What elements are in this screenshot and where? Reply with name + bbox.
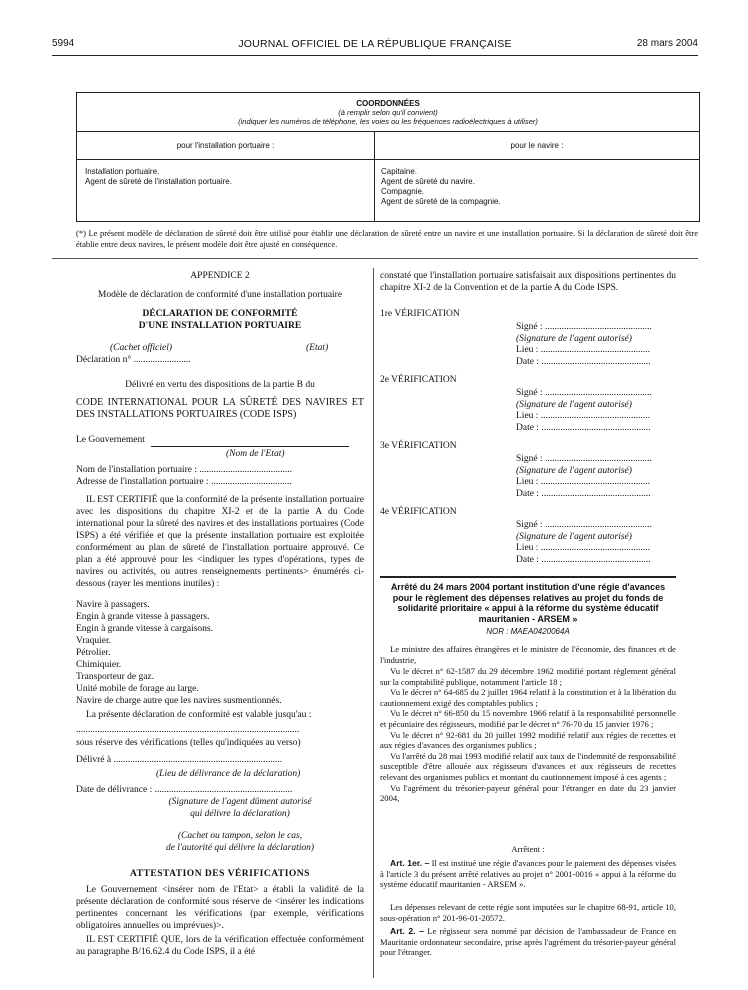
installation-name: Nom de l'installation portuaire : ....................................... [76, 465, 292, 475]
place-of-issue-caption: (Lieu de délivrance de la déclaration) [156, 769, 301, 779]
table-cell-line: Compagnie. [381, 187, 425, 196]
signature-caption: (Signature de l'agent autorisé) [516, 465, 632, 476]
declaration-number: Déclaration n° ........................ [76, 355, 191, 365]
date-field: Date : .............................................. [516, 554, 651, 565]
coordinates-heading [77, 99, 699, 126]
attestation-title: ATTESTATION DES VÉRIFICATIONS [130, 869, 310, 879]
list-item: Chimiquier. [76, 660, 122, 670]
certification-paragraph: IL EST CERTIFIÉ que la conformité de la présente installation portuaire avec les dispositions du chapitre XI-2 et de la partie A du Code international pour la sûreté des navires et des installations portuaires (Code ISPS) a été vérifiée et que la présente installation portuaire est exploitée conformément au plan de sûreté de l'installation portuaire approuvé. Ce plan a été approuvé pour les <indiquer les types d'opérations, types de navires ou activités, ou autres renseignements pertinents> énumérés ci-dessous (rayer les mentions inutiles) : [76, 495, 364, 589]
coordinates-subtitle-2: (indiquer les numéros de téléphone, les voies ou les fréquences radioélectriques à utiliser) [238, 117, 538, 126]
port-column-header: pour l'installation portuaire : [176, 141, 275, 150]
column-divider [373, 268, 374, 978]
list-item: Pétrolier. [76, 648, 111, 658]
footnote: (*) Le présent modèle de déclaration de sûreté doit être utilisé pour établir une déclaration de sûreté entre un navire et une installation portuaire. Si la déclaration de sûreté doit être établie entre deux navires, le présent modèle doit être ajusté en conséquence. [76, 228, 698, 249]
page-header [52, 38, 698, 54]
verification-3-title: 3e VÉRIFICATION [380, 441, 457, 451]
verification-4-title: 4e VÉRIFICATION [380, 507, 457, 517]
issue-date: 28 mars 2004 [636, 38, 698, 49]
date-field: Date : .............................................. [516, 356, 651, 367]
official-stamp-label: (Cachet officiel) [110, 343, 172, 353]
article-1-paragraph-2: Les dépenses relevant de cette régie sont imputées sur le chapitre 68-91, article 10, sous-opération n° 201-96-01-20572. [380, 902, 676, 923]
journal-title: JOURNAL OFFICIEL DE LA RÉPUBLIQUE FRANÇAISE [238, 38, 512, 50]
legal-reference-item: Vu le décret n° 64-685 du 2 juillet 1964 relatif à la constitution et à la libération du cautionnement exigé des comptables publics ; [380, 687, 676, 708]
date-of-issue: Date de délivrance : .......................................................... [76, 785, 293, 795]
article-2-label: Art. 2. – [390, 926, 424, 936]
signed-field: Signé : ............................................. [516, 454, 652, 464]
article-1-label: Art. 1er. – [390, 858, 430, 868]
stamp-caption-line-2: de l'autorité qui délivre la déclaration) [165, 843, 315, 853]
signature-caption: (Signature de l'agent autorisé) [516, 531, 632, 542]
government-field-line [151, 434, 349, 447]
page-number: 5994 [52, 38, 75, 49]
table-divider [77, 159, 699, 160]
government-text: Le Gouvernement [76, 435, 145, 445]
port-column-cell [85, 167, 365, 187]
verification-4-signature-block [516, 520, 676, 566]
place-field: Lieu : .............................................. [516, 345, 651, 355]
date-field: Date : .............................................. [516, 422, 651, 433]
stamp-caption-line-1: (Cachet ou tampon, selon le cas, [177, 831, 303, 841]
ministers-preamble: Le ministre des affaires étrangères et le ministre de l'économie, des finances et de l'industrie, [380, 644, 676, 665]
attestation-paragraph-1: Le Gouvernement <insérer nom de l'Etat> a établi la validité de la présente déclaration de conformité sous réserve de <insérer les indications pertinentes concernant les vérifications (par exemple, vérifications obligatoires annuelles ou imprévues)>. [76, 885, 364, 931]
appendix-title: APPENDICE 2 [190, 271, 250, 281]
arretent-heading: Arrêtent : [511, 844, 545, 854]
list-item: Transporteur de gaz. [76, 672, 155, 682]
list-item: Navire à passagers. [76, 600, 150, 610]
header-rule [52, 55, 698, 56]
declaration-title-line-2: D'UNE INSTALLATION PORTUAIRE [138, 321, 302, 331]
arrete-rule [380, 576, 676, 578]
compliance-statement: constaté que l'installation portuaire satisfaisait aux dispositions pertinentes du chapitre XI-2 de la Convention et de la partie A du Code ISPS. [380, 271, 676, 293]
signature-caption: (Signature de l'agent autorisé) [516, 333, 632, 344]
list-item: Navire de charge autre que les navires susmentionnés. [76, 696, 282, 706]
table-cell-line: Capitaine. [381, 167, 418, 176]
legal-reference-item: Vu le décret n° 92-681 du 20 juillet 1992 modifié relatif aux régies de recettes et aux régies d'avances des organismes publics ; [380, 729, 676, 751]
list-item: Engin à grande vitesse à cargaisons. [76, 624, 214, 634]
verification-3-signature-block [516, 454, 676, 500]
article-2-text: Le régisseur sera nommé par décision de l'ambassadeur de France en Mauritanie ordonnateur secondaire, prise après l'agrément du trésorier-payeur général pour l'étranger. [380, 926, 676, 958]
place-field: Lieu : .............................................. [516, 411, 651, 421]
article-2 [380, 926, 676, 958]
place-field: Lieu : .............................................. [516, 477, 651, 487]
article-1 [380, 858, 676, 890]
state-label: (Etat) [306, 343, 329, 353]
table-divider [77, 131, 699, 132]
reserve-text: sous réserve des vérifications (telles qu'indiquées au verso) [76, 738, 301, 748]
declaration-title-line-1: DÉCLARATION DE CONFORMITÉ [142, 309, 298, 319]
date-field: Date : .............................................. [516, 488, 651, 499]
legal-reference-item: Vu l'arrêté du 28 mai 1993 modifié relatif aux taux de l'indemnité de responsabilité susceptible d'être allouée aux régisseurs d'avances et aux régisseurs de recettes relevant des organismes publics et montant du cautionnement imposé à ces agents ; [380, 750, 676, 782]
table-cell-line: Installation portuaire. [85, 167, 160, 176]
code-title: CODE INTERNATIONAL POUR LA SÛRETÉ DES NAVIRES ET DES INSTALLATIONS PORTUAIRES (CODE ISPS) [76, 397, 364, 420]
ship-column-cell [381, 167, 681, 207]
ship-types-list [76, 599, 364, 707]
coordinates-table [76, 92, 700, 222]
legal-reference-item: Vu le décret n° 62-1587 du 29 décembre 1962 modifié portant règlement général sur la comptabilité publique, notamment l'article 18 ; [380, 666, 676, 687]
coordinates-title: COORDONNÉES [356, 99, 420, 108]
model-title: Modèle de déclaration de conformité d'une installation portuaire [97, 290, 343, 300]
section-separator [52, 258, 698, 259]
signed-field: Signé : ............................................. [516, 322, 652, 332]
verification-1-signature-block [516, 322, 676, 368]
place-field: Lieu : .............................................. [516, 543, 651, 553]
list-item: Engin à grande vitesse à passagers. [76, 612, 210, 622]
table-cell-line: Agent de sûreté du navire. [381, 177, 475, 186]
installation-address: Adresse de l'installation portuaire : .................................. [76, 477, 292, 487]
legal-reference-item: Vu le décret n° 66-850 du 15 novembre 1966 relatif à la responsabilité personnelle et pécuniaire des régisseurs, modifié par le décret n° 76-70 du 15 janvier 1976 ; [380, 708, 676, 729]
issued-under: Délivré en vertu des dispositions de la partie B du [125, 380, 315, 390]
issued-at: Délivré à ....................................................................... [76, 755, 283, 765]
coordinates-subtitle-1: (à remplir selon qu'il convient) [338, 108, 438, 117]
state-name-caption: (Nom de l'Etat) [226, 449, 285, 459]
government-label [76, 434, 364, 447]
list-item: Vraquier. [76, 636, 112, 646]
verification-1-title: 1re VÉRIFICATION [380, 309, 460, 319]
signature-caption-line-2: qui délivre la déclaration) [190, 809, 290, 819]
arrete-title: Arrêté du 24 mars 2004 portant institution d'une régie d'avances pour le règlement des dépenses relatives au projet du fonds de solidarité prioritaire « appui à la réforme du système éducatif mauritanien - ARSEM » [390, 582, 666, 624]
table-cell-line: Agent de sûreté de la compagnie. [381, 197, 501, 206]
signature-caption: (Signature de l'agent autorisé) [516, 399, 632, 410]
verification-2-signature-block [516, 388, 676, 434]
article-1-text: Il est institué une régie d'avances pour le paiement des dépenses visées à l'article 3 du présent arrêté relatives au projet n° 2001-0016 « appui à la réforme du système éducatif mauritanien - ARSEM ». [380, 858, 676, 890]
verification-2-title: 2e VÉRIFICATION [380, 375, 457, 385]
list-item: Unité mobile de forage au large. [76, 684, 199, 694]
signed-field: Signé : ............................................. [516, 520, 652, 530]
nor-reference: NOR : MAEA0420064A [486, 627, 570, 636]
validity-dots: .............................................................................................. [76, 725, 300, 735]
legal-reference-item: Vu l'agrément du trésorier-payeur général pour l'étranger en date du 23 janvier 2004, [380, 782, 676, 804]
attestation-paragraph-2: IL EST CERTIFIÉ QUE, lors de la vérification effectuée conformément au paragraphe B/16.62.4 du Code ISPS, il a été [76, 935, 364, 957]
signature-caption-line-1: (Signature de l'agent dûment autorisé [168, 797, 312, 807]
validity-text: La présente déclaration de conformité est valable jusqu'au : [86, 710, 312, 720]
ship-column-header: pour le navire : [510, 141, 564, 150]
legal-references [380, 666, 676, 804]
signed-field: Signé : ............................................. [516, 388, 652, 398]
table-cell-line: Agent de sûreté de l'installation portuaire. [85, 177, 232, 186]
